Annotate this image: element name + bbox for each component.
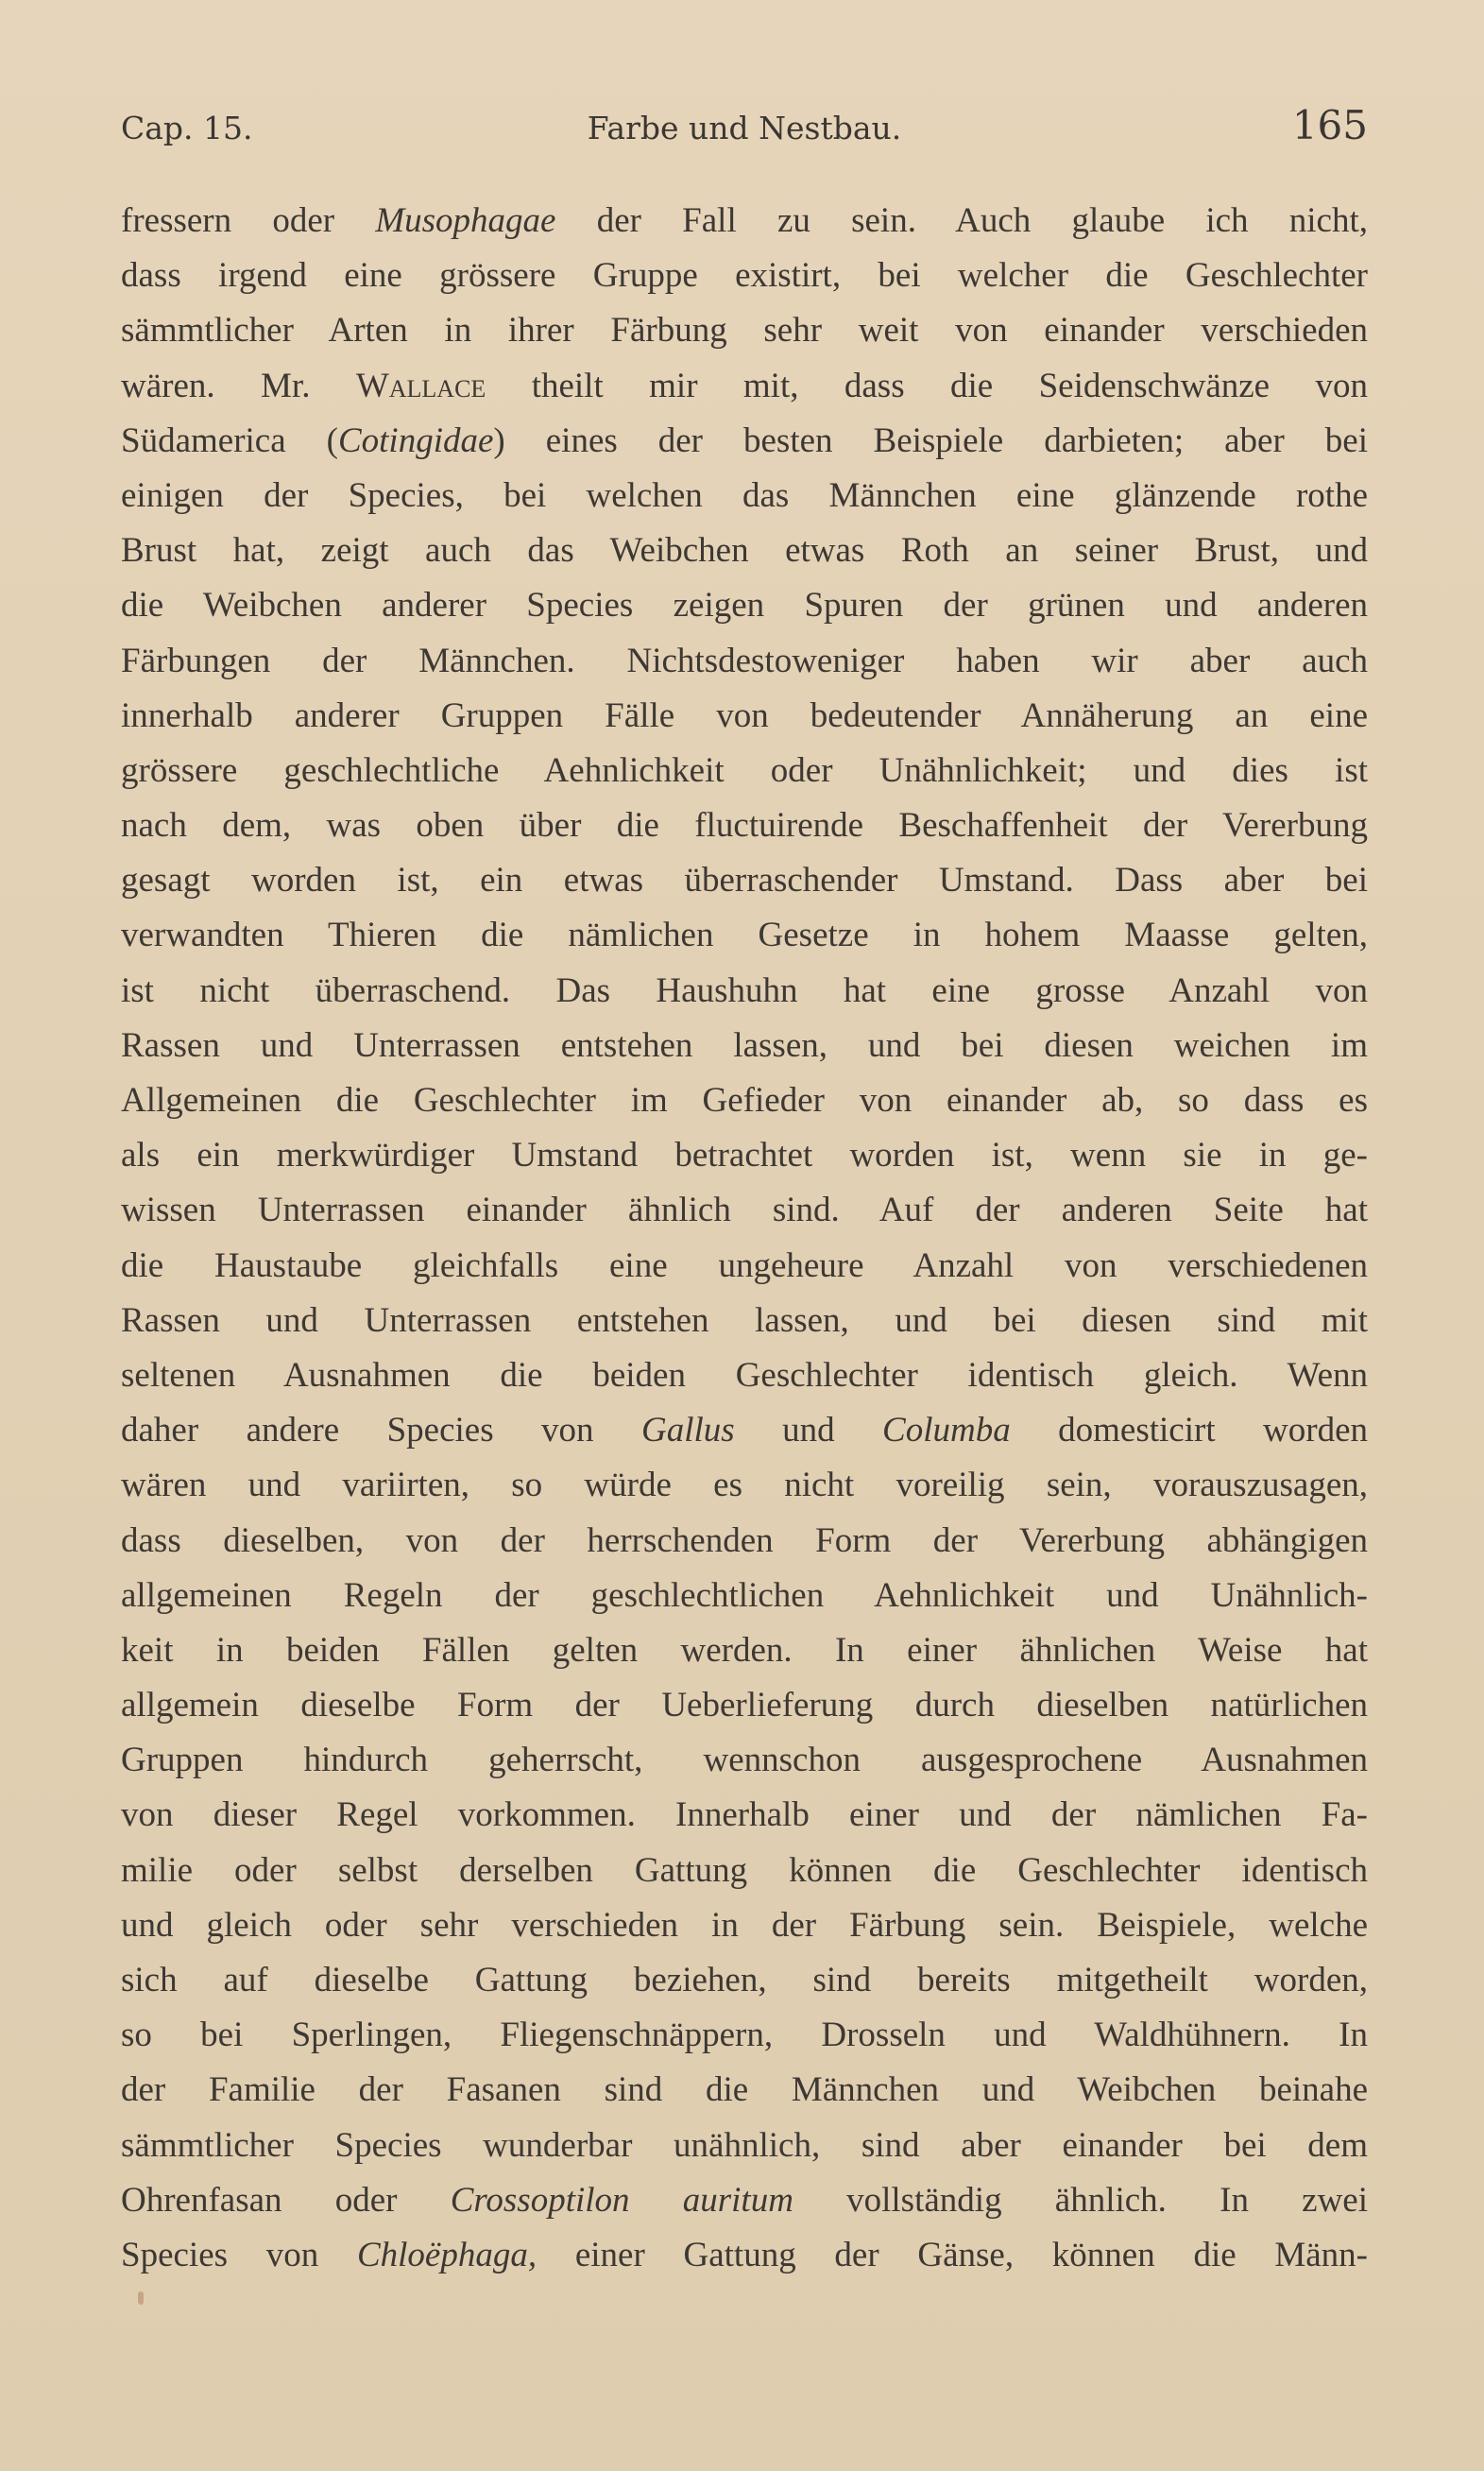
text-line: [121, 689, 1368, 744]
text-segment: Rassen und Unterrassen entstehen lassen, und bei diesen sind mit: [121, 1300, 1368, 1340]
text-line: [121, 908, 1368, 963]
text-line: [121, 798, 1368, 853]
text-line: [121, 523, 1368, 578]
text-line: [121, 2228, 1368, 2283]
text-line: [121, 1019, 1368, 1073]
ink-mark: [138, 2291, 144, 2305]
text-line: [121, 1183, 1368, 1238]
text-line: [121, 2119, 1368, 2173]
italic-term: Cotingidae: [337, 420, 494, 460]
text-line: [121, 1128, 1368, 1183]
text-line: [121, 634, 1368, 689]
text-line: [121, 1403, 1368, 1458]
text-segment: Rassen und Unterrassen entstehen lassen, und bei diesen weichen im: [121, 1025, 1368, 1065]
text-segment: Species von: [121, 2235, 357, 2274]
text-segment: sich auf dieselbe Gattung beziehen, sind bereits mitgetheilt worden,: [121, 1961, 1368, 1999]
text-segment: die Haustaube gleichfalls eine ungeheure Anzahl von verschiedenen: [121, 1245, 1368, 1285]
chapter-label: Cap. 15.: [121, 110, 253, 146]
text-line: [121, 1073, 1368, 1128]
text-segment: und: [734, 1411, 883, 1450]
text-line: [121, 2063, 1368, 2118]
text-segment: der Familie der Fasanen sind die Männchen und Weibchen beinahe: [121, 2070, 1368, 2110]
text-segment: seltenen Ausnahmen die beiden Geschlechter identisch gleich. Wenn: [121, 1355, 1368, 1395]
running-header: [121, 102, 1368, 159]
text-segment: dass irgend eine grössere Gruppe existirt, bei welcher die Geschlechter: [121, 256, 1368, 296]
italic-term: Musophagae: [375, 201, 556, 240]
text-segment: verwandten Thieren die nämlichen Gesetze in hohem Maasse gelten,: [121, 916, 1368, 955]
text-line: [121, 1294, 1368, 1348]
text-line: [121, 1458, 1368, 1513]
page-number: 165: [1291, 102, 1368, 148]
text-segment: milie oder selbst derselben Gattung können die Geschlechter identisch: [121, 1850, 1368, 1890]
text-segment: Ohrenfasan oder: [121, 2180, 451, 2220]
text-segment: fressern oder: [121, 201, 376, 240]
text-segment: allgemeinen Regeln der geschlechtlichen Aehnlichkeit und Unähnlich-: [121, 1575, 1368, 1615]
text-segment: Gruppen hindurch geherrscht, wennschon ausgesprochene Ausnahmen: [121, 1741, 1368, 1780]
italic-term: Crossoptilon auritum: [450, 2180, 793, 2220]
text-segment: einigen der Species, bei welchen das Männchen eine glänzende rothe: [121, 475, 1368, 515]
italic-term: Columba: [882, 1411, 1011, 1450]
body-text: [121, 194, 1368, 2283]
text-segment: von dieser Regel vorkommen. Innerhalb einer und der nämlichen Fa-: [121, 1795, 1368, 1835]
text-line: [121, 1898, 1368, 1953]
text-segment: keit in beiden Fällen gelten werden. In einer ähnlichen Weise hat: [121, 1630, 1368, 1670]
text-line: [121, 469, 1368, 523]
text-line: [121, 1348, 1368, 1403]
text-segment: sämmtlicher Arten in ihrer Färbung sehr weit von einander verschieden: [121, 311, 1368, 351]
text-line: [121, 1514, 1368, 1569]
text-segment: einer Gattung der Gänse, können die Männ-: [537, 2235, 1368, 2274]
text-segment: allgemein dieselbe Form der Ueberlieferung durch dieselben natürlichen: [121, 1686, 1368, 1725]
text-line: [121, 2008, 1368, 2063]
text-segment: wären. Mr.: [121, 366, 356, 405]
text-line: [121, 1623, 1368, 1678]
text-line: [121, 744, 1368, 798]
text-segment: ) eines der besten Beispiele darbieten; aber bei: [493, 420, 1368, 460]
text-segment: so bei Sperlingen, Fliegenschnäppern, Drosseln und Waldhühnern. In: [121, 2016, 1368, 2055]
italic-term: Gallus: [640, 1411, 735, 1450]
text-line: [121, 1953, 1368, 2008]
text-segment: grössere geschlechtliche Aehnlichkeit oder Unähnlichkeit; und dies ist: [121, 750, 1368, 790]
text-line: [121, 359, 1368, 414]
text-segment: wissen Unterrassen einander ähnlich sind. Auf der anderen Seite hat: [121, 1191, 1368, 1230]
text-line: [121, 303, 1368, 358]
text-segment: gesagt worden ist, ein etwas überraschender Umstand. Dass aber bei: [121, 861, 1368, 901]
text-segment: die Weibchen anderer Species zeigen Spuren der grünen und anderen: [121, 586, 1368, 626]
text-line: [121, 2173, 1368, 2228]
text-line: [121, 1733, 1368, 1788]
text-line: [121, 194, 1368, 249]
text-segment: ist nicht überraschend. Das Haushuhn hat eine grosse Anzahl von: [121, 970, 1368, 1010]
text-segment: Südamerica (: [121, 420, 338, 460]
text-line: [121, 964, 1368, 1019]
small-caps-name: Wallace: [355, 366, 486, 405]
text-segment: vollständig ähnlich. In zwei: [793, 2180, 1368, 2220]
text-segment: nach dem, was oben über die fluctuirende Beschaffenheit der Vererbung: [121, 806, 1368, 846]
text-line: [121, 1678, 1368, 1733]
text-line: [121, 1844, 1368, 1898]
text-segment: Färbungen der Männchen. Nichtsdestoweniger haben wir aber auch: [121, 641, 1368, 680]
text-segment: Brust hat, zeigt auch das Weibchen etwas Roth an seiner Brust, und: [121, 531, 1368, 571]
text-segment: Allgemeinen die Geschlechter im Gefieder von einander ab, so dass es: [121, 1081, 1368, 1120]
text-segment: innerhalb anderer Gruppen Fälle von bedeutender Annäherung an eine: [121, 695, 1368, 735]
text-line: [121, 1239, 1368, 1294]
text-segment: dass dieselben, von der herrschenden Form der Vererbung abhängigen: [121, 1520, 1368, 1560]
text-line: [121, 853, 1368, 908]
text-line: [121, 578, 1368, 633]
text-line: [121, 1788, 1368, 1843]
running-title: Farbe und Nestbau.: [587, 110, 902, 146]
text-segment: und gleich oder sehr verschieden in der Färbung sein. Beispiele, welche: [121, 1905, 1368, 1945]
text-line: [121, 1569, 1368, 1623]
text-segment: daher andere Species von: [121, 1411, 641, 1450]
text-segment: sämmtlicher Species wunderbar unähnlich, sind aber einander bei dem: [121, 2125, 1368, 2165]
italic-term: Chloëphaga,: [356, 2235, 537, 2274]
text-segment: theilt mir mit, dass die Seidenschwänze von: [486, 366, 1368, 405]
text-segment: wären und variirten, so würde es nicht voreilig sein, vorauszusagen,: [121, 1466, 1368, 1505]
text-segment: domesticirt worden: [1010, 1411, 1368, 1450]
text-segment: der Fall zu sein. Auch glaube ich nicht,: [555, 201, 1368, 240]
text-line: [121, 249, 1368, 303]
text-line: [121, 414, 1368, 469]
text-segment: als ein merkwürdiger Umstand betrachtet worden ist, wenn sie in ge-: [121, 1136, 1368, 1175]
